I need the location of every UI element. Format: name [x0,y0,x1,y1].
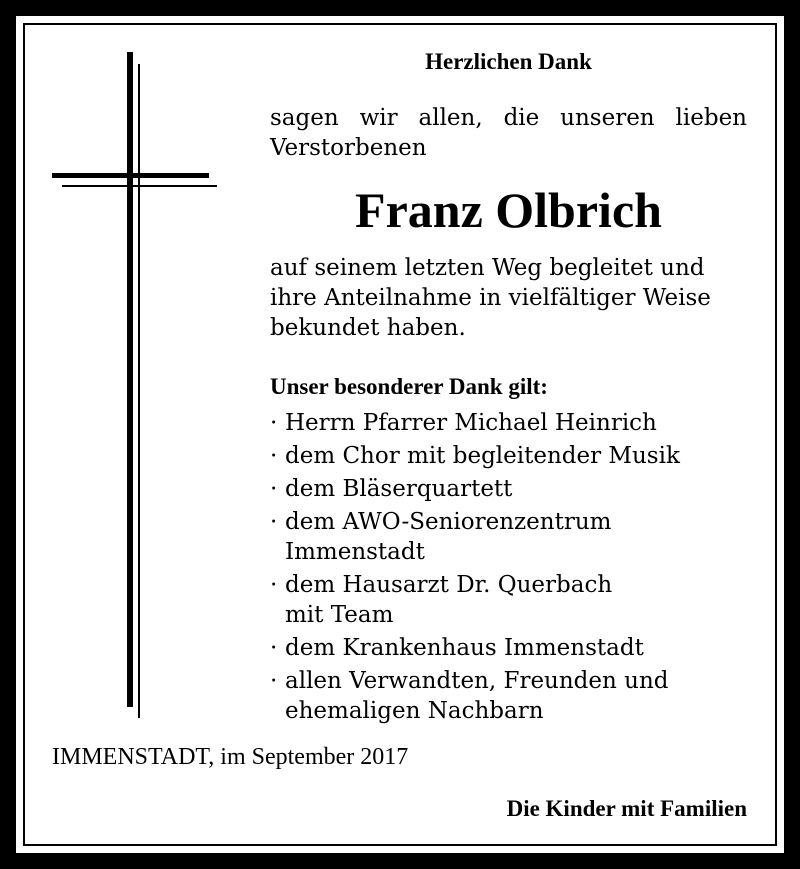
bullet: · [270,572,278,598]
list-item [270,441,747,471]
list-item [270,474,747,504]
cross-horizontal-bar [52,173,209,178]
bullet: · [270,476,278,502]
cross-horizontal-line [62,185,217,187]
list-item-text: dem Krankenhaus Immenstadt [285,635,644,661]
body-text: auf seinem letzten Weg begleitet und ihre Anteilnahme in vielfältiger Weise bekundet haben. [270,255,711,341]
bullet: · [270,635,278,661]
list-item-text: dem Hausarzt Dr. Querbach mit Team [285,572,613,628]
thanks-list [270,408,747,729]
list-item-text: dem Chor mit begleitender Musik [285,443,680,469]
list-item [270,507,747,567]
bullet: · [270,443,278,469]
heading-thanks: Herzlichen Dank [425,49,592,74]
bullet: · [270,668,278,694]
list-item [270,570,747,630]
cross-vertical-line [138,64,140,718]
intro-text: sagen wir allen, die unseren lieben Verstorbenen [270,105,747,161]
list-item-text: dem Bläserquartett [285,476,513,502]
cross-vertical-bar [127,52,133,707]
list-item [270,633,747,663]
list-item [270,666,747,726]
bullet: · [270,509,278,535]
bullet: · [270,410,278,436]
signature: Die Kinder mit Familien [506,796,747,821]
thanks-heading: Unser besonderer Dank gilt: [270,374,548,399]
list-item [270,408,747,438]
list-item-text: allen Verwandten, Freunden und ehemaligen Nachbarn [285,668,669,724]
list-item-text: Herrn Pfarrer Michael Heinrich [285,410,657,436]
deceased-name: Franz Olbrich [355,182,662,238]
list-item-text: dem AWO-Seniorenzentrum Immenstadt [285,509,612,565]
place-date: IMMENSTADT, im September 2017 [52,744,409,770]
